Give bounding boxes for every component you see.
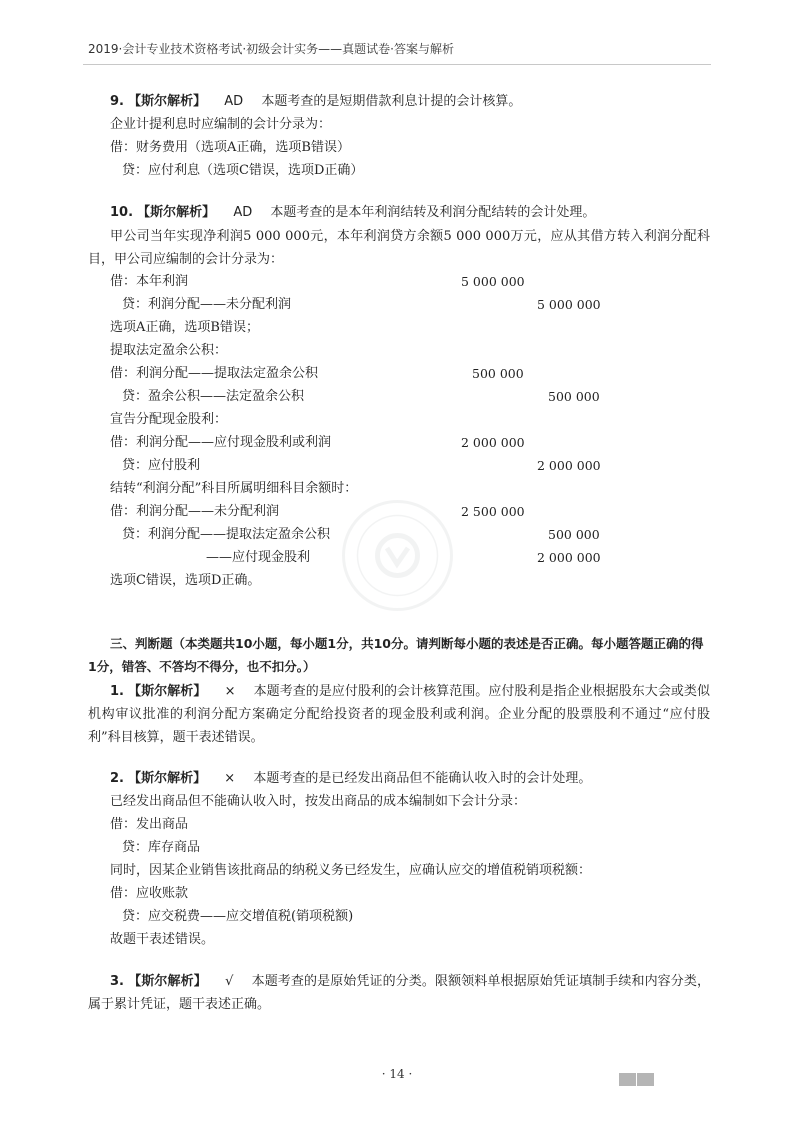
j2-line3: 贷：库存商品 [122,840,201,855]
j2-line6: 贷：应交税费——应交增值税(销项税额) [122,909,354,924]
q10-entry4-credit1: 贷：利润分配——提取法定盈余公积 [122,527,331,542]
q9-heading [110,93,521,111]
j2-mark: × [224,771,236,786]
j2-line2: 借：发出商品 [110,817,189,832]
j2-line5: 借：应收账款 [110,886,189,901]
section3-title: 三、判断题（本类题共10小题，每小题1分，共10分。请判断每小题的表述是否正确。每小题答题正确的得1分，错答、不答均不得分，也不扣分。） [88,636,704,674]
j3-tag: 【斯尔解析】 [128,974,207,989]
q10-sub2: 提取法定盈余公积： [110,343,228,358]
q10-entry4-credit1-amount: 500 000 [548,527,600,542]
q10-entry3-debit: 借：利润分配——应付现金股利或利润 [110,435,332,450]
q9-tag: 【斯尔解析】 [128,94,207,109]
q10-entry3-credit: 贷：应付股利 [122,458,201,473]
page-number: · 14 · [381,1067,413,1081]
q10-entry1-debit: 借：本年利润 [110,274,189,289]
q10-entry4-credit2-amount: 2 000 000 [537,550,601,565]
q10-entry4-debit-amount: 2 500 000 [461,504,525,519]
j2-tag: 【斯尔解析】 [128,771,207,786]
j2-number: 2. [110,771,124,786]
q9-line2: 借：财务费用（选项A正确，选项B错误） [110,140,350,155]
q10-tag: 【斯尔解析】 [137,205,216,220]
j2-line1: 已经发出商品但不能确认收入时，按发出商品的成本编制如下会计分录： [110,794,527,809]
j3-mark: √ [225,974,234,989]
q9-line3: 贷：应付利息（选项C错误，选项D正确） [122,163,364,178]
q9-answer: AD [224,94,244,109]
j3-number: 3. [110,974,124,989]
j2-heading [110,770,591,788]
q9-number: 9. [110,94,124,109]
corner-block-left [619,1073,636,1086]
q10-answer: AD [233,205,253,220]
q10-entry3-credit-amount: 2 000 000 [537,458,601,473]
q10-entry2-credit-amount: 500 000 [548,389,600,404]
header-divider [83,64,711,65]
q10-entry2-debit-amount: 500 000 [472,366,524,381]
q10-number: 10. [110,205,134,220]
j1-mark: × [224,684,236,699]
j1-tag: 【斯尔解析】 [128,684,207,699]
j1-number: 1. [110,684,124,699]
running-header: 2019·会计专业技术资格考试·初级会计实务——真题试卷·答案与解析 [88,42,454,56]
j3-paragraph [88,970,710,1016]
corner-block-right [637,1073,654,1086]
q10-entry3-debit-amount: 2 000 000 [461,435,525,450]
j3-text: 本题考查的是原始凭证的分类。限额领料单根据原始凭证填制手续和内容分类，属于累计凭证，题干表述正确。 [88,974,710,1012]
watermark-seal [340,498,455,613]
q10-sub4: 结转“利润分配”科目所属明细科目余额时： [110,481,358,496]
q10-entry1-debit-amount: 5 000 000 [461,274,525,289]
j2-line4: 同时，因某企业销售该批商品的纳税义务已经发生，应确认应交的增值税销项税额： [110,863,592,878]
j1-paragraph [88,680,710,749]
q10-entry1-credit-amount: 5 000 000 [537,297,601,312]
j2-desc: 本题考查的是已经发出商品但不能确认收入时的会计处理。 [253,771,592,786]
q10-paragraph: 甲公司当年实现净利润5 000 000元，本年利润贷方余额5 000 000万元，应从其借方转入利润分配科目，甲公司应编制的会计分录为： [88,229,710,267]
q10-heading [110,204,595,222]
q10-note2: 选项C错误，选项D正确。 [110,573,261,588]
j2-line7: 故题干表述错误。 [110,932,215,947]
j1-text: 本题考查的是应付股利的会计核算范围。应付股利是指企业根据股东大会或类似机构审议批准的利润分配方案确定分配给投资者的现金股利或利润。企业分配的股票股利不通过“应付股利”科目核算，题干表述错误。 [88,684,710,745]
q10-entry2-credit: 贷：盈余公积——法定盈余公积 [122,389,305,404]
q10-entry1-credit: 贷：利润分配——未分配利润 [122,297,292,312]
q10-note1: 选项A正确，选项B错误； [110,320,259,335]
q10-desc: 本题考查的是本年利润结转及利润分配结转的会计处理。 [270,205,596,220]
q10-entry4-credit2: ——应付现金股利 [206,550,311,565]
q10-entry2-debit: 借：利润分配——提取法定盈余公积 [110,366,319,381]
q10-sub3: 宣告分配现金股利： [110,412,228,427]
q9-line1: 企业计提利息时应编制的会计分录为： [110,117,332,132]
q10-entry4-debit: 借：利润分配——未分配利润 [110,504,280,519]
q9-desc: 本题考查的是短期借款利息计提的会计核算。 [261,94,522,109]
